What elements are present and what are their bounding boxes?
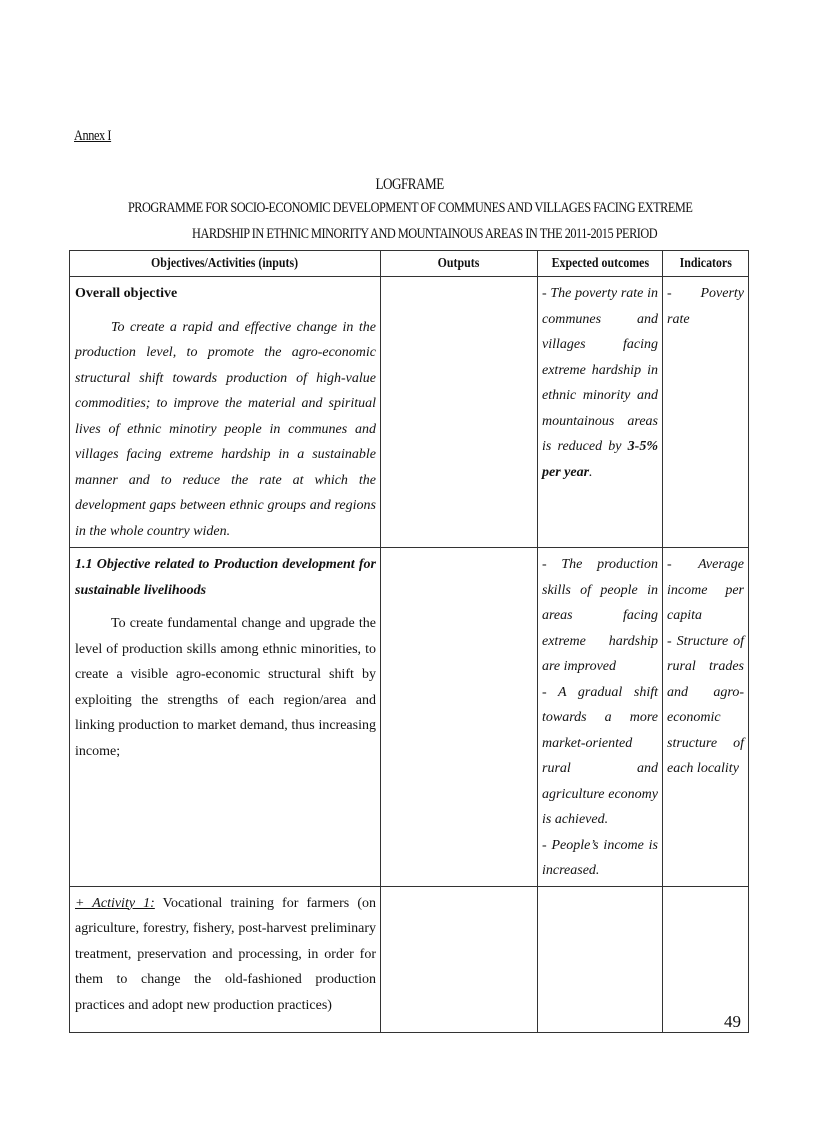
expected-outcomes-cell [538, 548, 663, 887]
expected-outcomes-cell [538, 277, 663, 548]
annex-label: Annex I [74, 128, 112, 144]
expected-outcome-item: - A gradual shift towards a more market-oriented rural and agriculture economy is achieved. [542, 684, 658, 827]
objective-cell [70, 277, 381, 548]
indicator-item: - Average income per capita [667, 557, 744, 623]
expected-outcome-list [538, 548, 662, 886]
outputs-cell [381, 886, 538, 1032]
activity-label: + Activity 1: [75, 895, 155, 911]
objective-cell [70, 548, 381, 887]
row-body: To create fundamental change and upgrade the level of production skills among ethnic minorities, to create a visible agro-economic structural shift by exploiting the strengths of each region/area and linking production to market demand, thus increasing income; [75, 616, 376, 759]
expected-outcome-text: - The poverty rate in communes and villages facing extreme hardship in ethnic minority and mountainous areas is reduced by 3-5% per year. [542, 286, 658, 480]
header-indicators: Indicators [663, 251, 749, 277]
page-number: 49 [724, 1012, 741, 1031]
document-title: LOGFRAME [375, 176, 445, 193]
header-objectives: Objectives/Activities (inputs) [70, 251, 381, 277]
activity-text: + Activity 1: Vocational training for farmers (on agriculture, forestry, fishery, post-harvest preliminary treatment, preservation and processing, in order for them to change the old-fashioned production practices and adopt new production practices) [75, 895, 376, 1013]
expected-outcome-item: - The production skills of people in areas facing extreme hardship are improved [542, 557, 658, 674]
table-row [70, 548, 749, 887]
indicators-cell [663, 548, 749, 887]
activity-cell [70, 886, 381, 1032]
row-title: 1.1 Objective related to Production development for sustainable livelihoods [75, 557, 376, 598]
expected-outcomes-cell [538, 886, 663, 1032]
indicator-item: - Structure of rural trades and agro-economic structure of each locality [667, 633, 744, 776]
indicator-text: - Poverty rate [667, 286, 744, 327]
logframe-table [69, 250, 749, 1033]
table-row [70, 886, 749, 1032]
indicators-cell [663, 277, 749, 548]
indicator-list [663, 548, 748, 784]
table-row [70, 277, 749, 548]
row-body: To create a rapid and effective change in the production level, to promote the agro-economic structural shift towards production of high-value commodities; to improve the material and spiritual lives of ethnic minotiry people in communes and villages facing extreme hardship in a sustainable manner and to reduce the rate at which the development gaps between ethnic groups and regions in the whole country widen. [75, 319, 376, 539]
table-header-row [70, 251, 749, 277]
document-subtitle-line1: PROGRAMME FOR SOCIO-ECONOMIC DEVELOPMENT OF COMMUNES AND VILLAGES FACING EXTREME [127, 200, 693, 216]
row-title: Overall objective [75, 286, 178, 301]
outputs-cell [381, 548, 538, 887]
indicators-cell [663, 886, 749, 1032]
header-outputs: Outputs [381, 251, 538, 277]
outputs-cell [381, 277, 538, 548]
expected-outcome-item: - People’s income is increased. [542, 837, 658, 878]
header-expected-outcomes: Expected outcomes [538, 251, 663, 277]
document-subtitle-line2: HARDSHIP IN ETHNIC MINORITY AND MOUNTAINOUS AREAS IN THE 2011-2015 PERIOD [192, 226, 658, 242]
